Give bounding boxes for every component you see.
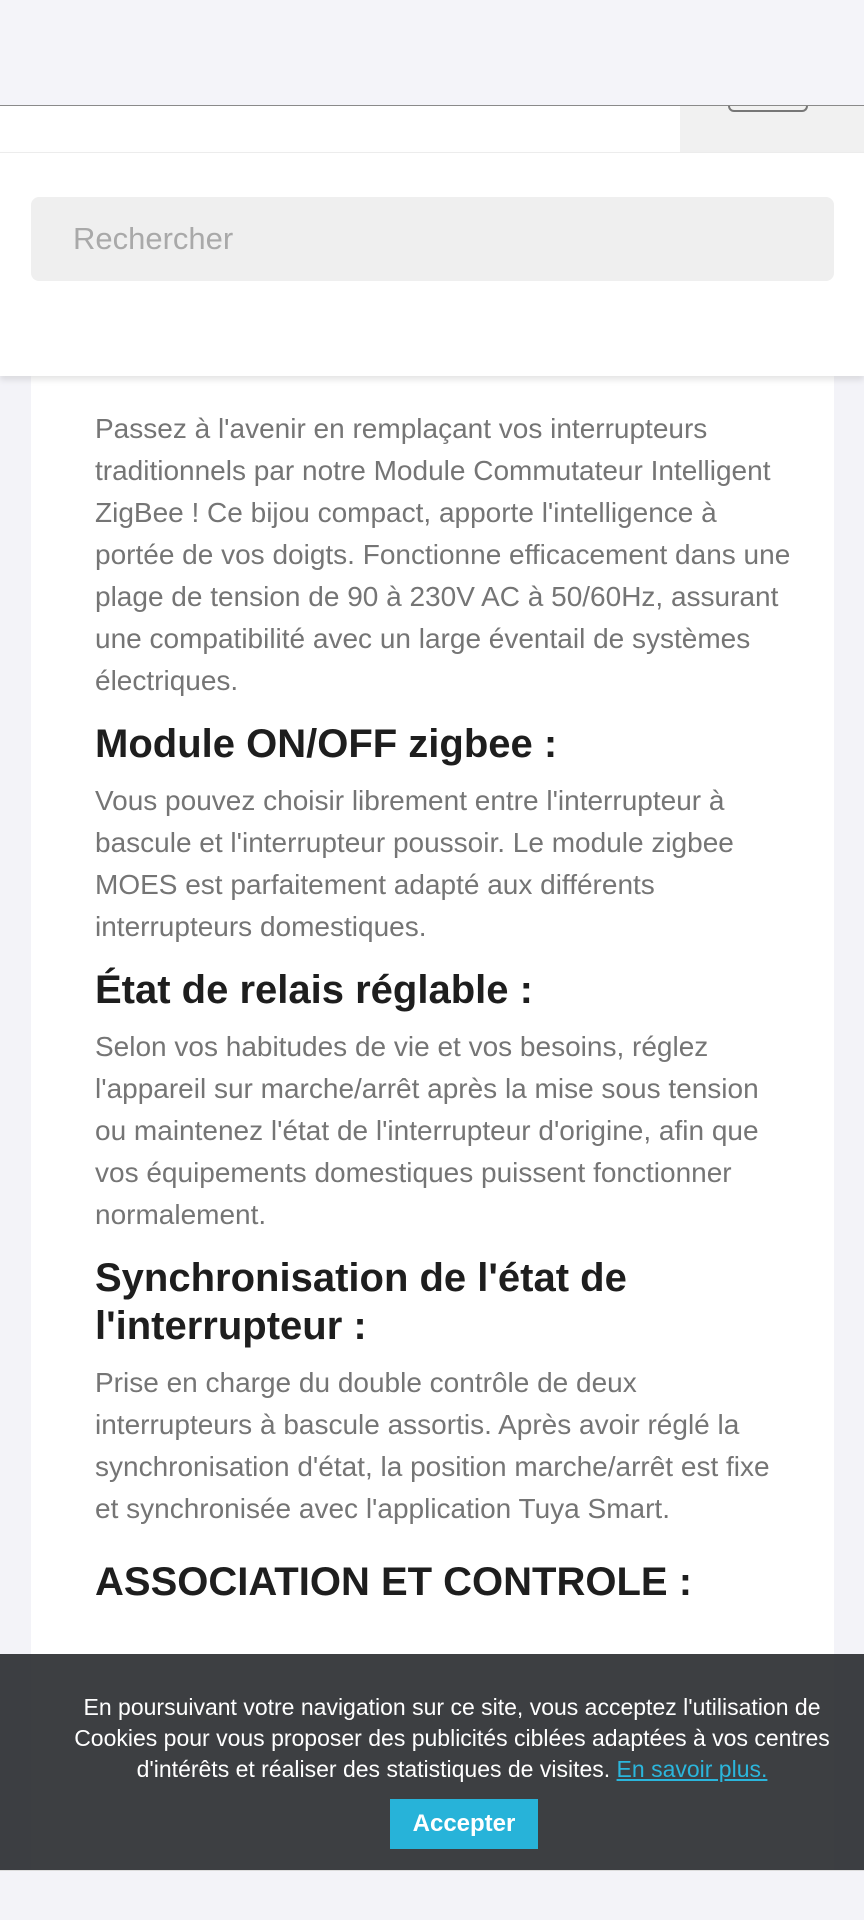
cart-icon xyxy=(728,106,808,112)
section-text-on-off: Vous pouvez choisir librement entre l'interrupteur à bascule et l'interrupteur poussoir. Le module zigbee MOES est parfaitement adapté aux différents interrupteurs domestiques. xyxy=(95,785,734,942)
cookie-learn-more-link[interactable]: En savoir plus. xyxy=(616,1756,768,1782)
section-text-relay-state: Selon vos habitudes de vie et vos besoins, réglez l'appareil sur marche/arrêt après la mise sous tension ou maintenez l'état de l'interrupteur d'origine, afin que vos équipements domestiques puissent fonctionner normalement. xyxy=(95,1031,759,1230)
section-text-sync: Prise en charge du double contrôle de deux interrupteurs à bascule assortis. Après avoir réglé la synchronisation d'état, la position marche/arrêt est fixe et synchronisée avec l'application Tuya Smart. xyxy=(95,1367,770,1524)
section-heading-on-off: Module ON/OFF zigbee : xyxy=(95,722,558,766)
search-panel xyxy=(0,152,864,376)
product-description-card xyxy=(31,370,834,1870)
accept-cookies-button[interactable]: Accepter xyxy=(390,1799,538,1849)
search-input[interactable] xyxy=(31,197,834,281)
cookie-message xyxy=(40,1692,864,1785)
site-header xyxy=(0,106,864,152)
cookie-message-text: En poursuivant votre navigation sur ce site, vous acceptez l'utilisation de Cookies pour vous proposer des publicités ciblées adaptées à vos centres d'intérêts et réaliser des statistiques de visites. xyxy=(74,1694,830,1782)
header-cart-area[interactable] xyxy=(680,106,864,152)
section-heading-association: ASSOCIATION ET CONTROLE : xyxy=(95,1560,693,1604)
section-heading-sync: Synchronisation de l'état de l'interrupteur : xyxy=(95,1256,627,1348)
cookie-banner xyxy=(0,1654,864,1870)
status-bar-area xyxy=(0,0,864,106)
section-heading-relay-state: État de relais réglable : xyxy=(95,968,533,1012)
bottom-bar xyxy=(0,1870,864,1920)
product-description xyxy=(95,408,795,1618)
intro-paragraph: Passez à l'avenir en remplaçant vos interrupteurs traditionnels par notre Module Commutateur Intelligent ZigBee ! Ce bijou compact, apporte l'intelligence à portée de vos doigts. Fonctionne efficacement dans une plage de tension de 90 à 230V AC à 50/60Hz, assurant une compatibilité avec un large éventail de systèmes électriques. xyxy=(95,413,791,696)
